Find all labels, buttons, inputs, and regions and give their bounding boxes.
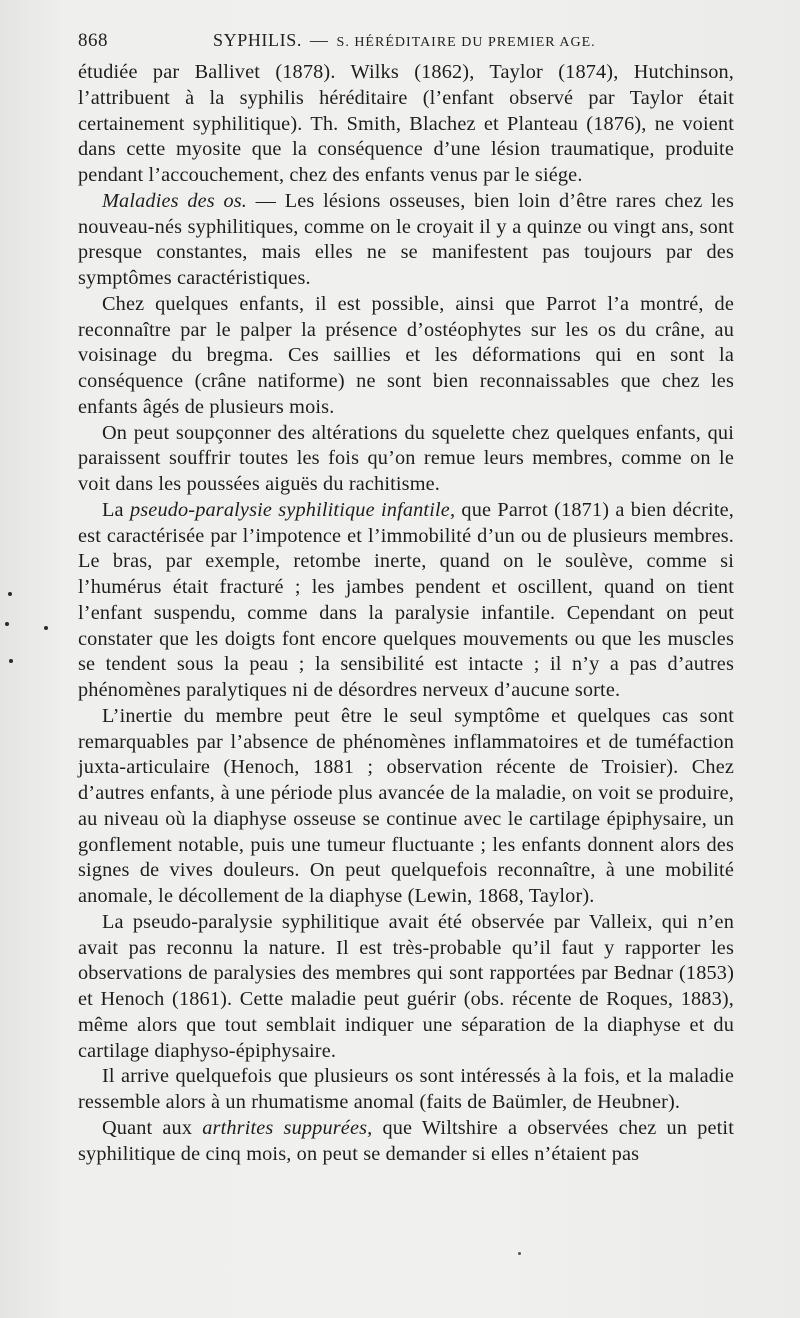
paragraph-4 (78, 421, 734, 498)
paragraph-text: étudiée par Ballivet (1878). Wilks (1862), Taylor (1874), Hutchinson, l’attribuent à la syphilis héréditaire (l’enfant observé par Taylor était certainement syphilitique). Th. Smith, Blachez et Planteau (1876), ne voient dans cette myosite que la conséquence d’une lésion traumatique, produite pendant l’accouchement, chez des enfants venus par le siége. (78, 61, 734, 186)
page-number: 868 (78, 30, 108, 51)
running-head (213, 30, 596, 51)
paragraph-8 (78, 1064, 734, 1116)
paragraph-6 (78, 704, 734, 910)
paragraph-1 (78, 60, 734, 189)
term-arthrites-suppurees: arthrites suppurées, (202, 1116, 373, 1139)
paragraph-5 (78, 498, 734, 704)
paragraph-3 (78, 292, 734, 421)
margin-dot (44, 626, 48, 630)
paragraph-lead: Quant aux (102, 1116, 203, 1139)
paragraph-2 (78, 189, 734, 292)
paragraph-text: On peut soupçonner des altérations du squelette chez quelques enfants, qui paraissent souffrir toutes les fois qu’on remue leurs membres, comme on le voit dans les poussées aiguës du rachitisme. (78, 421, 734, 495)
paragraph-text: L’inertie du membre peut être le seul symptôme et quelques cas sont remarquables par l’absence de phénomènes inflammatoires et de tuméfaction juxta-articulaire (Henoch, 1881 ; observation récente de Troisier). Chez d’autres enfants, à une période plus avancée de la maladie, on voit se produire, au niveau où la diaphyse osseuse se continue avec le cartilage épiphysaire, un gonflement notable, puis une tumeur fluctuante ; les enfants donnent alors des signes de vives douleurs. On peut quelquefois reconnaître, à une mobilité anomale, le décollement de la diaphyse (Lewin, 1868, Taylor). (78, 704, 734, 907)
paragraph-text: que Parrot (1871) a bien décrite, est caractérisée par l’impotence et l’immobilité d’un ou de plusieurs membres. Le bras, par exemple, retombe inerte, quand on le soulève, comme si l’humérus était fracturé ; les jambes pendent et oscillent, quand on tient l’enfant suspendu, comme dans la paralysie infantile. Cependant on peut constater que les doigts font encore quelques mouvements ou que les muscles se tendent sous la peau ; la sensibilité est intacte ; il n’y a pas d’autres phénomènes paralytiques ni de désordres nerveux d’aucune sorte. (78, 498, 734, 701)
paragraph-text: que Wiltshire a observées chez un petit syphilitique de cinq mois, on peut se demander si elles n’étaient pas (78, 1116, 734, 1165)
term-pseudo-paralysie: pseudo-paralysie syphilitique infantile, (129, 498, 456, 521)
margin-dot (5, 622, 9, 626)
paragraph-text: Il arrive quelquefois que plusieurs os sont intéressés à la fois, et la maladie ressemble alors à un rhumatisme anomal (faits de Baümler, de Heubner). (78, 1065, 734, 1113)
margin-dot (8, 592, 12, 596)
ink-spot (518, 1252, 521, 1255)
paragraph-9 (78, 1116, 734, 1168)
running-head-dash: — (309, 30, 329, 50)
paragraph-text: La pseudo-paralysie syphilitique avait été observée par Valleix, qui n’en avait pas reconnu la nature. Il est très-probable qu’il faut y rapporter les observations de paralysies des membres qui sont rapportées par Bednar (1853) et Henoch (1861). Cette maladie peut guérir (obs. récente de Roques, 1883), même alors que tout semblait indiquer une séparation de la diaphyse et du cartilage diaphyso-épiphysaire. (78, 910, 734, 1062)
paragraph-lead: La (102, 498, 130, 521)
running-head-title: SYPHILIS. (213, 30, 302, 50)
body-text (78, 60, 734, 1167)
paragraph-7 (78, 910, 734, 1065)
section-heading-maladies-des-os: Maladies des os. (102, 189, 248, 212)
paragraph-text: — Les lésions osseuses, bien loin d’être rares chez les nouveau-nés syphilitiques, comme on le croyait il y a quinze ou vingt ans, sont presque constantes, mais elles ne se manifestent pas toujours par des symptômes caractéristiques. (78, 189, 734, 289)
paragraph-text: Chez quelques enfants, il est possible, ainsi que Parrot l’a montré, de reconnaître par le palper la présence d’ostéophytes sur les os du crâne, au voisinage du bregma. Ces saillies et les déformations qui en sont la conséquence (crâne natiforme) ne sont bien reconnaissables que chez les enfants âgés de plusieurs mois. (78, 292, 734, 418)
page-header (78, 30, 734, 58)
running-head-subtitle: S. HÉRÉDITAIRE DU PREMIER AGE. (336, 35, 596, 50)
margin-dot (9, 659, 13, 663)
